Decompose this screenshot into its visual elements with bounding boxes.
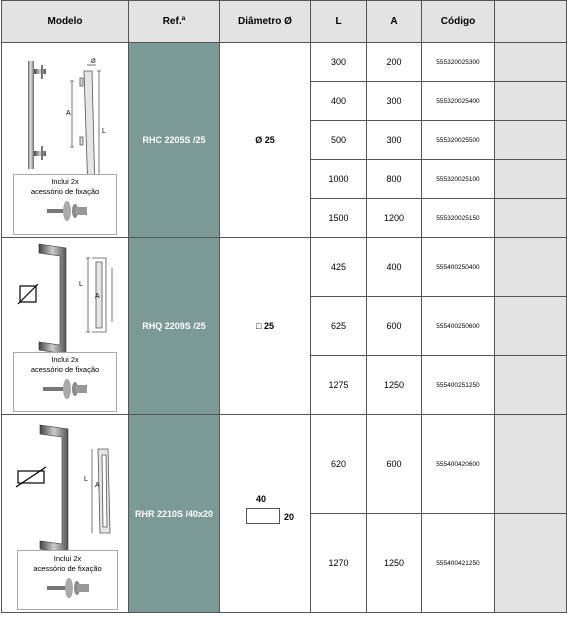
- ref-cell: RHC 2205S /25: [129, 43, 220, 238]
- header-l: L: [311, 1, 367, 43]
- header-blank: [495, 1, 567, 43]
- diagram-label-phi: Ø: [91, 59, 96, 65]
- blank-cell: [495, 160, 567, 199]
- blank-cell: [495, 238, 567, 297]
- l-value: 625: [311, 297, 367, 356]
- code-value: 555320025150: [422, 199, 495, 238]
- included-accessory-note: [13, 352, 117, 412]
- diagram-label-a: A: [66, 110, 71, 117]
- rect-section-dimension: [220, 494, 310, 534]
- l-value: 400: [311, 82, 367, 121]
- table-header-row: [2, 1, 567, 43]
- dimension-width: 40: [256, 493, 267, 504]
- note-line2: acessório de fixação: [30, 187, 100, 196]
- a-value: 1200: [367, 199, 422, 238]
- square-bar-shape: [39, 244, 66, 354]
- l-value: 1270: [311, 514, 367, 613]
- a-value: 200: [367, 43, 422, 82]
- fixing-accessory-illustration: [15, 375, 115, 403]
- model-cell-square: [2, 238, 129, 415]
- l-value: 300: [311, 43, 367, 82]
- product-table: [1, 0, 567, 613]
- fixing-accessory-illustration: [19, 574, 116, 602]
- l-value: 500: [311, 121, 367, 160]
- note-line2: acessório de fixação: [30, 365, 100, 374]
- a-value: 800: [367, 160, 422, 199]
- diagram-label-l: L: [84, 476, 88, 483]
- diagram-label-a: A: [95, 293, 100, 300]
- a-value: 1250: [367, 514, 422, 613]
- l-value: 620: [311, 415, 367, 514]
- header-modelo: Modelo: [2, 1, 129, 43]
- model-cell-round: [2, 43, 129, 238]
- model-cell-rectangular: [2, 415, 129, 613]
- code-value: 555400250400: [422, 238, 495, 297]
- code-value: 555320025500: [422, 121, 495, 160]
- included-accessory-note: [13, 174, 117, 235]
- rectangular-dimension-diagram: [92, 449, 110, 533]
- blank-cell: [495, 199, 567, 238]
- table-row: [2, 415, 567, 514]
- diameter-cell: [220, 415, 311, 613]
- a-value: 600: [367, 297, 422, 356]
- a-value: 1250: [367, 356, 422, 415]
- code-value: 555320025400: [422, 82, 495, 121]
- l-value: 1000: [311, 160, 367, 199]
- note-line1: Inclui 2x: [51, 177, 79, 186]
- diameter-cell: Ø 25: [220, 43, 311, 238]
- a-value: 300: [367, 82, 422, 121]
- ref-cell: RHQ 2209S /25: [129, 238, 220, 415]
- blank-cell: [495, 356, 567, 415]
- a-value: 300: [367, 121, 422, 160]
- l-value: 1275: [311, 356, 367, 415]
- note-line1: Inclui 2x: [51, 355, 79, 364]
- blank-cell: [495, 121, 567, 160]
- l-value: 1500: [311, 199, 367, 238]
- blank-cell: [495, 43, 567, 82]
- code-value: 555400420600: [422, 415, 495, 514]
- round-bar-shape: [28, 61, 34, 169]
- diameter-cell: □ 25: [220, 238, 311, 415]
- l-value: 425: [311, 238, 367, 297]
- code-value: 555400421250: [422, 514, 495, 613]
- diagram-label-l: L: [79, 281, 83, 288]
- dimension-height: 20: [284, 511, 295, 522]
- rectangular-bar-shape: [40, 425, 68, 553]
- blank-cell: [495, 82, 567, 121]
- code-value: 555320025300: [422, 43, 495, 82]
- diagram-label-l: L: [102, 128, 106, 135]
- code-value: 555400251250: [422, 356, 495, 415]
- note-line1: Inclui 2x: [53, 554, 82, 563]
- header-diametro: Diâmetro Ø: [220, 1, 311, 43]
- note-line2: acessório de fixação: [33, 564, 102, 573]
- diagram-label-a: A: [95, 482, 100, 489]
- code-value: 555320025100: [422, 160, 495, 199]
- a-value: 600: [367, 415, 422, 514]
- included-accessory-note: [17, 550, 118, 610]
- ref-cell: RHR 2210S /40x20: [129, 415, 220, 613]
- fixing-accessory-illustration: [15, 197, 115, 225]
- header-codigo: Código: [422, 1, 495, 43]
- code-value: 555400250600: [422, 297, 495, 356]
- rect-section-shape: [246, 508, 280, 524]
- blank-cell: [495, 297, 567, 356]
- header-a: A: [367, 1, 422, 43]
- table-row: [2, 238, 567, 297]
- blank-cell: [495, 514, 567, 613]
- a-value: 400: [367, 238, 422, 297]
- header-ref: Ref.ª: [129, 1, 220, 43]
- blank-cell: [495, 415, 567, 514]
- table-row: [2, 43, 567, 82]
